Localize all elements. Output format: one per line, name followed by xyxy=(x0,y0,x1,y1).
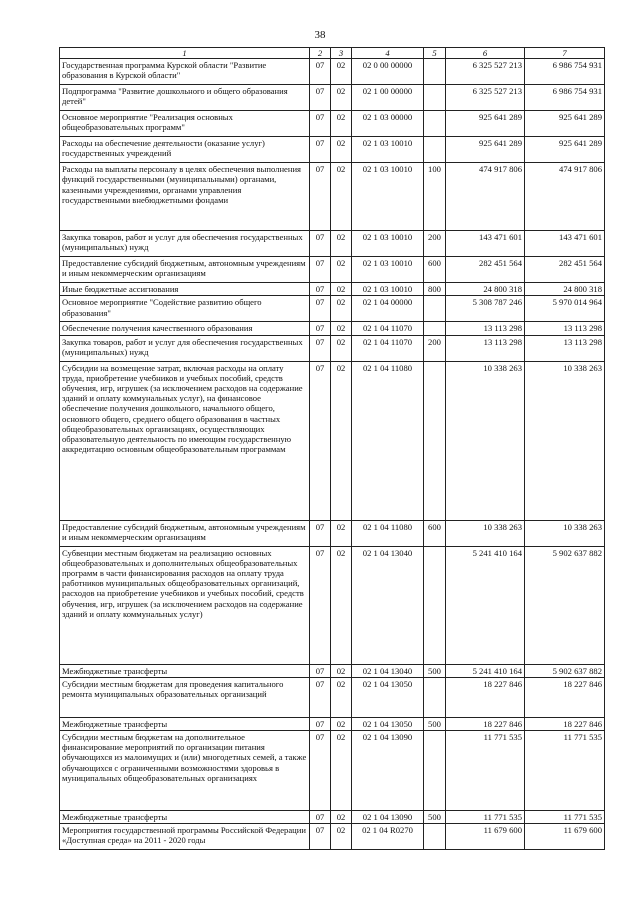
row-subsection: 02 xyxy=(331,731,352,811)
row-subsection: 02 xyxy=(331,85,352,111)
row-amount-2: 5 970 014 964 xyxy=(525,296,605,322)
row-name: Субсидии местным бюджетам на дополнительное финансирование мероприятий по организации питания обучающихся из малоимущих и (или) многодетных семей, а также обучающихся с ограниченными возможностями здоровья в муниципальных общеобразовательных организациях xyxy=(60,731,310,811)
row-amount-1: 13 113 298 xyxy=(446,335,525,361)
row-section: 07 xyxy=(310,163,331,231)
row-amount-1: 11 771 535 xyxy=(446,811,525,824)
row-amount-2: 11 679 600 xyxy=(525,824,605,850)
row-section: 07 xyxy=(310,322,331,335)
row-expense-type xyxy=(424,137,446,163)
row-amount-2: 6 986 754 931 xyxy=(525,85,605,111)
row-subsection: 02 xyxy=(331,59,352,85)
table-row xyxy=(60,335,605,361)
row-amount-2: 5 902 637 882 xyxy=(525,546,605,664)
row-target-code: 02 1 04 00000 xyxy=(352,296,424,322)
row-amount-2: 11 771 535 xyxy=(525,731,605,811)
row-section: 07 xyxy=(310,257,331,283)
row-target-code: 02 1 03 10010 xyxy=(352,257,424,283)
row-amount-2: 24 800 318 xyxy=(525,283,605,296)
row-expense-type xyxy=(424,677,446,717)
row-section: 07 xyxy=(310,546,331,664)
row-expense-type xyxy=(424,322,446,335)
row-target-code: 02 1 04 R0270 xyxy=(352,824,424,850)
table-row xyxy=(60,546,605,664)
page-number: 38 xyxy=(314,29,326,41)
row-amount-1: 5 241 410 164 xyxy=(446,546,525,664)
row-amount-1: 11 679 600 xyxy=(446,824,525,850)
row-subsection: 02 xyxy=(331,717,352,730)
row-amount-2: 474 917 806 xyxy=(525,163,605,231)
row-expense-type xyxy=(424,824,446,850)
budget-table xyxy=(59,47,605,850)
row-section: 07 xyxy=(310,361,331,520)
table-row xyxy=(60,283,605,296)
row-subsection: 02 xyxy=(331,231,352,257)
row-subsection: 02 xyxy=(331,257,352,283)
row-section: 07 xyxy=(310,811,331,824)
row-subsection: 02 xyxy=(331,664,352,677)
table-row xyxy=(60,824,605,850)
row-expense-type xyxy=(424,546,446,664)
row-name: Государственная программа Курской области "Развитие образования в Курской области" xyxy=(60,59,310,85)
row-section: 07 xyxy=(310,296,331,322)
row-amount-1: 13 113 298 xyxy=(446,322,525,335)
row-expense-type xyxy=(424,111,446,137)
row-name: Субсидии местным бюджетам для проведения капитального ремонта муниципальных образовательных организаций xyxy=(60,677,310,717)
row-name: Межбюджетные трансферты xyxy=(60,811,310,824)
row-expense-type: 500 xyxy=(424,717,446,730)
row-name: Обеспечение получения качественного образования xyxy=(60,322,310,335)
row-subsection: 02 xyxy=(331,137,352,163)
row-expense-type: 200 xyxy=(424,231,446,257)
row-amount-2: 5 902 637 882 xyxy=(525,664,605,677)
row-section: 07 xyxy=(310,283,331,296)
row-expense-type: 500 xyxy=(424,811,446,824)
row-amount-2: 10 338 263 xyxy=(525,361,605,520)
row-subsection: 02 xyxy=(331,361,352,520)
row-section: 07 xyxy=(310,731,331,811)
table-row xyxy=(60,520,605,546)
column-header-4: 4 xyxy=(352,48,424,59)
row-amount-2: 6 986 754 931 xyxy=(525,59,605,85)
row-target-code: 02 1 03 10010 xyxy=(352,283,424,296)
row-name: Закупка товаров, работ и услуг для обеспечения государственных (муниципальных) нужд xyxy=(60,335,310,361)
row-expense-type xyxy=(424,85,446,111)
row-expense-type: 500 xyxy=(424,664,446,677)
row-amount-1: 474 917 806 xyxy=(446,163,525,231)
row-amount-1: 10 338 263 xyxy=(446,520,525,546)
row-subsection: 02 xyxy=(331,335,352,361)
row-target-code: 02 1 04 11070 xyxy=(352,322,424,335)
row-name: Расходы на выплаты персоналу в целях обеспечения выполнения функций государственными (муниципальными) органами, казенными учреждениями, органами управления государственными внебюджетными фондами xyxy=(60,163,310,231)
row-amount-1: 11 771 535 xyxy=(446,731,525,811)
row-name: Межбюджетные трансферты xyxy=(60,717,310,730)
table-row xyxy=(60,811,605,824)
row-target-code: 02 1 04 13040 xyxy=(352,664,424,677)
row-expense-type: 600 xyxy=(424,520,446,546)
row-section: 07 xyxy=(310,824,331,850)
column-header-1: 1 xyxy=(60,48,310,59)
column-header-3: 3 xyxy=(331,48,352,59)
row-amount-1: 925 641 289 xyxy=(446,111,525,137)
row-amount-1: 6 325 527 213 xyxy=(446,85,525,111)
row-expense-type xyxy=(424,296,446,322)
row-amount-1: 925 641 289 xyxy=(446,137,525,163)
row-amount-1: 282 451 564 xyxy=(446,257,525,283)
row-subsection: 02 xyxy=(331,322,352,335)
row-target-code: 02 1 04 13050 xyxy=(352,677,424,717)
row-expense-type xyxy=(424,731,446,811)
row-expense-type xyxy=(424,59,446,85)
row-subsection: 02 xyxy=(331,520,352,546)
row-expense-type: 200 xyxy=(424,335,446,361)
row-subsection: 02 xyxy=(331,811,352,824)
row-amount-2: 925 641 289 xyxy=(525,111,605,137)
row-expense-type: 100 xyxy=(424,163,446,231)
row-name: Основное мероприятие "Реализация основных общеобразовательных программ" xyxy=(60,111,310,137)
table-row xyxy=(60,296,605,322)
row-name: Расходы на обеспечение деятельности (оказание услуг) государственных учреждений xyxy=(60,137,310,163)
row-subsection: 02 xyxy=(331,283,352,296)
table-row xyxy=(60,231,605,257)
column-header-5: 5 xyxy=(424,48,446,59)
row-section: 07 xyxy=(310,664,331,677)
row-amount-2: 10 338 263 xyxy=(525,520,605,546)
row-section: 07 xyxy=(310,677,331,717)
row-amount-1: 5 308 787 246 xyxy=(446,296,525,322)
row-target-code: 02 1 04 13040 xyxy=(352,546,424,664)
row-subsection: 02 xyxy=(331,677,352,717)
column-header-2: 2 xyxy=(310,48,331,59)
row-target-code: 02 1 04 13090 xyxy=(352,811,424,824)
row-expense-type: 600 xyxy=(424,257,446,283)
row-subsection: 02 xyxy=(331,163,352,231)
row-name: Межбюджетные трансферты xyxy=(60,664,310,677)
table-row xyxy=(60,731,605,811)
row-amount-2: 925 641 289 xyxy=(525,137,605,163)
table-row xyxy=(60,111,605,137)
row-name: Предоставление субсидий бюджетным, автономным учреждениям и иным некоммерческим организациям xyxy=(60,257,310,283)
row-target-code: 02 1 03 10010 xyxy=(352,231,424,257)
table-row xyxy=(60,163,605,231)
row-amount-1: 10 338 263 xyxy=(446,361,525,520)
table-row xyxy=(60,677,605,717)
row-expense-type xyxy=(424,361,446,520)
table-row xyxy=(60,85,605,111)
row-name: Закупка товаров, работ и услуг для обеспечения государственных (муниципальных) нужд xyxy=(60,231,310,257)
row-section: 07 xyxy=(310,85,331,111)
row-amount-1: 5 241 410 164 xyxy=(446,664,525,677)
row-target-code: 02 1 04 11080 xyxy=(352,361,424,520)
row-target-code: 02 0 00 00000 xyxy=(352,59,424,85)
row-amount-2: 282 451 564 xyxy=(525,257,605,283)
table-row xyxy=(60,59,605,85)
row-amount-1: 18 227 846 xyxy=(446,677,525,717)
row-section: 07 xyxy=(310,111,331,137)
table-header-row xyxy=(60,48,605,59)
row-name: Предоставление субсидий бюджетным, автономным учреждениям и иным некоммерческим организациям xyxy=(60,520,310,546)
table-row xyxy=(60,717,605,730)
row-section: 07 xyxy=(310,231,331,257)
row-subsection: 02 xyxy=(331,824,352,850)
row-target-code: 02 1 04 13090 xyxy=(352,731,424,811)
column-header-7: 7 xyxy=(525,48,605,59)
table-row xyxy=(60,664,605,677)
row-amount-1: 24 800 318 xyxy=(446,283,525,296)
row-section: 07 xyxy=(310,59,331,85)
row-amount-2: 13 113 298 xyxy=(525,322,605,335)
row-target-code: 02 1 04 13050 xyxy=(352,717,424,730)
row-amount-2: 18 227 846 xyxy=(525,677,605,717)
row-name: Субвенции местным бюджетам на реализацию основных общеобразовательных и дополнительных общеобразовательных программ в части финансирования расходов на оплату труда работников муниципальных общеобразовательных организаций, расходов на приобретение учебников и учебных пособий, средств обучения, игр, игрушек (за исключением расходов на содержание зданий и оплату коммунальных услуг) xyxy=(60,546,310,664)
row-subsection: 02 xyxy=(331,546,352,664)
row-section: 07 xyxy=(310,717,331,730)
row-subsection: 02 xyxy=(331,296,352,322)
row-amount-2: 11 771 535 xyxy=(525,811,605,824)
row-amount-1: 18 227 846 xyxy=(446,717,525,730)
row-section: 07 xyxy=(310,520,331,546)
row-target-code: 02 1 04 11080 xyxy=(352,520,424,546)
row-target-code: 02 1 03 10010 xyxy=(352,163,424,231)
column-header-6: 6 xyxy=(446,48,525,59)
table-row xyxy=(60,137,605,163)
table-row xyxy=(60,322,605,335)
row-name: Мероприятия государственной программы Российской Федерации «Доступная среда» на 2011 - 2020 годы xyxy=(60,824,310,850)
row-name: Основное мероприятие "Содействие развитию общего образования" xyxy=(60,296,310,322)
row-name: Субсидии на возмещение затрат, включая расходы на оплату труда, приобретение учебников и учебных пособий, средств обучения, игр, игрушек (за исключением расходов на содержание зданий и оплату коммунальных услуг), на финансовое обеспечение получения дошкольного, начального общего, основного общего, среднего общего образования в частных общеобразовательных организациях, осуществляющих образовательную деятельность по имеющим государственную аккредитацию основным общеобразовательным программам xyxy=(60,361,310,520)
row-section: 07 xyxy=(310,335,331,361)
row-name: Иные бюджетные ассигнования xyxy=(60,283,310,296)
row-amount-1: 143 471 601 xyxy=(446,231,525,257)
row-amount-1: 6 325 527 213 xyxy=(446,59,525,85)
row-expense-type: 800 xyxy=(424,283,446,296)
row-amount-2: 143 471 601 xyxy=(525,231,605,257)
row-target-code: 02 1 00 00000 xyxy=(352,85,424,111)
table-row xyxy=(60,257,605,283)
table-row xyxy=(60,361,605,520)
row-name: Подпрограмма "Развитие дошкольного и общего образования детей" xyxy=(60,85,310,111)
row-amount-2: 13 113 298 xyxy=(525,335,605,361)
row-subsection: 02 xyxy=(331,111,352,137)
row-target-code: 02 1 03 10010 xyxy=(352,137,424,163)
row-amount-2: 18 227 846 xyxy=(525,717,605,730)
row-section: 07 xyxy=(310,137,331,163)
row-target-code: 02 1 04 11070 xyxy=(352,335,424,361)
row-target-code: 02 1 03 00000 xyxy=(352,111,424,137)
